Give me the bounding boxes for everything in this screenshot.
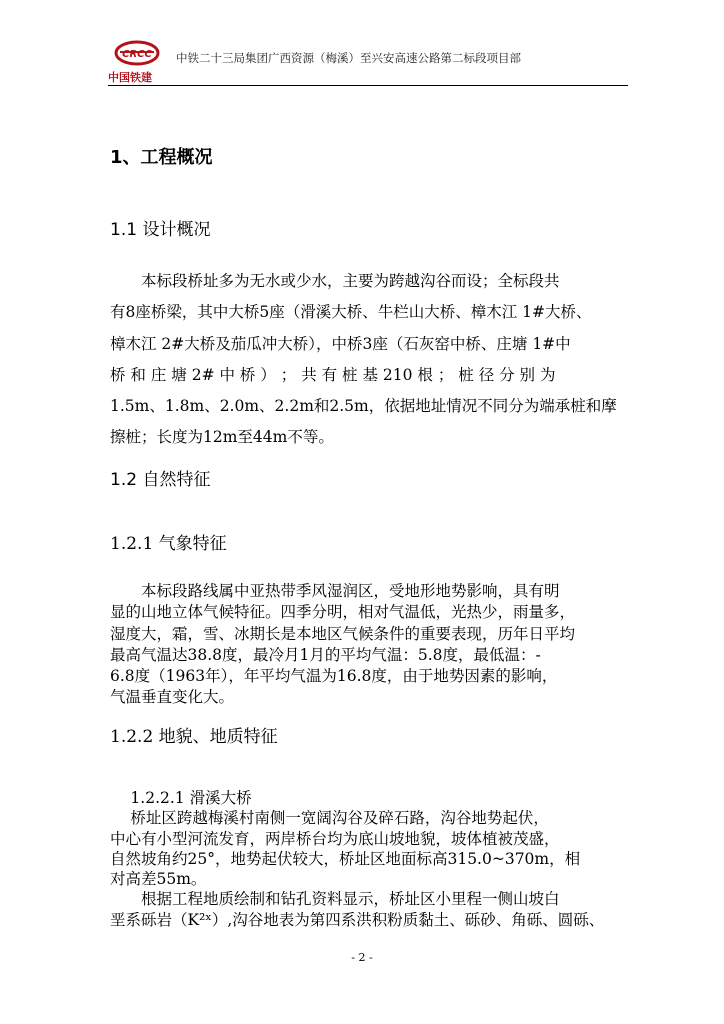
text-line: 樟木江 2#大桥及茄瓜冲大桥），中桥3座（石灰窑中桥、庄塘 1#中 [110, 334, 571, 353]
text-line: 根据工程地质绘制和钻孔资料显示，桥址区小里程一侧山坡白 [110, 890, 560, 909]
design-overview-paragraph [110, 266, 616, 454]
crcc-logo [108, 40, 164, 84]
climate-paragraph [110, 581, 616, 709]
section-heading-1-2-1: 1.2.1 气象特征 [110, 534, 227, 554]
logo-text: 中国铁建 [108, 71, 152, 84]
header-title: 中铁二十三局集团广西资源（梅溪）至兴安高速公路第二标段项目部 [176, 51, 521, 65]
page-number: - 2 - [351, 951, 373, 964]
geology-paragraph [110, 788, 616, 930]
section-heading-1-2-2: 1.2.2 地貌、地质特征 [110, 727, 278, 747]
text-line: 对高差55m。 [110, 870, 207, 889]
text-line: 本标段桥址多为无水或少水，主要为跨越沟谷而设；全标段共 [110, 272, 560, 290]
crcc-logo-mark: CRCC [122, 49, 152, 60]
text-line: 本标段路线属中亚热带季风湿润区，受地形地势影响，具有明 [110, 582, 560, 600]
text-line: 自然坡角约25°，地势起伏较大，桥址区地面标高315.0~370m，相 [110, 849, 581, 868]
header-divider [108, 85, 628, 86]
text-line: 1.2.2.1 滑溪大桥 [110, 789, 252, 807]
section-heading-1-1: 1.1 设计概况 [110, 220, 211, 240]
text-line: 气温垂直变化大。 [110, 688, 235, 707]
text-line: 6.8度（1963年），年平均气温为16.8度，由于地势因素的影响， [110, 667, 558, 686]
text-line: 显的山地立体气候特征。四季分明，相对气温低，光热少，雨量多， [110, 603, 576, 622]
text-line: 桥 和 庄 塘 2# 中 桥 ） ； 共 有 桩 基 210 根 ； 桩 径 分 别 为 [110, 365, 556, 384]
text-line: 湿度大，霜，雪、冰期长是本地区气候条件的重要表现，历年日平均 [110, 624, 576, 643]
section-heading-1: 1、工程概况 [110, 147, 213, 168]
text-line: 桥址区跨越梅溪村南侧一宽阔沟谷及碎石路，沟谷地势起伏， [110, 809, 549, 828]
section-heading-1-2: 1.2 自然特征 [110, 470, 211, 490]
text-line: 中心有小型河流发育，两岸桥台均为底山坡地貌，坡体植被茂盛， [110, 829, 560, 848]
crcc-logo-icon [114, 40, 160, 68]
text-line: 垩系砾岩（K²ˣ）,沟谷地表为第四系洪积粉质黏土、砾砂、角砾、圆砾、 [110, 910, 605, 929]
text-line: 擦桩；长度为12m至44m不等。 [110, 428, 334, 447]
text-line: 1.5m、1.8m、2.0m、2.2m和2.5m，依据地址情况不同分为端承桩和摩 [110, 397, 617, 416]
text-line: 有8座桥梁，其中大桥5座（滑溪大桥、牛栏山大桥、樟木江 1#大桥、 [110, 303, 592, 322]
page-header [108, 40, 628, 84]
text-line: 最高气温达38.8度，最冷月1月的平均气温：5.8度，最低温：- [110, 645, 541, 664]
